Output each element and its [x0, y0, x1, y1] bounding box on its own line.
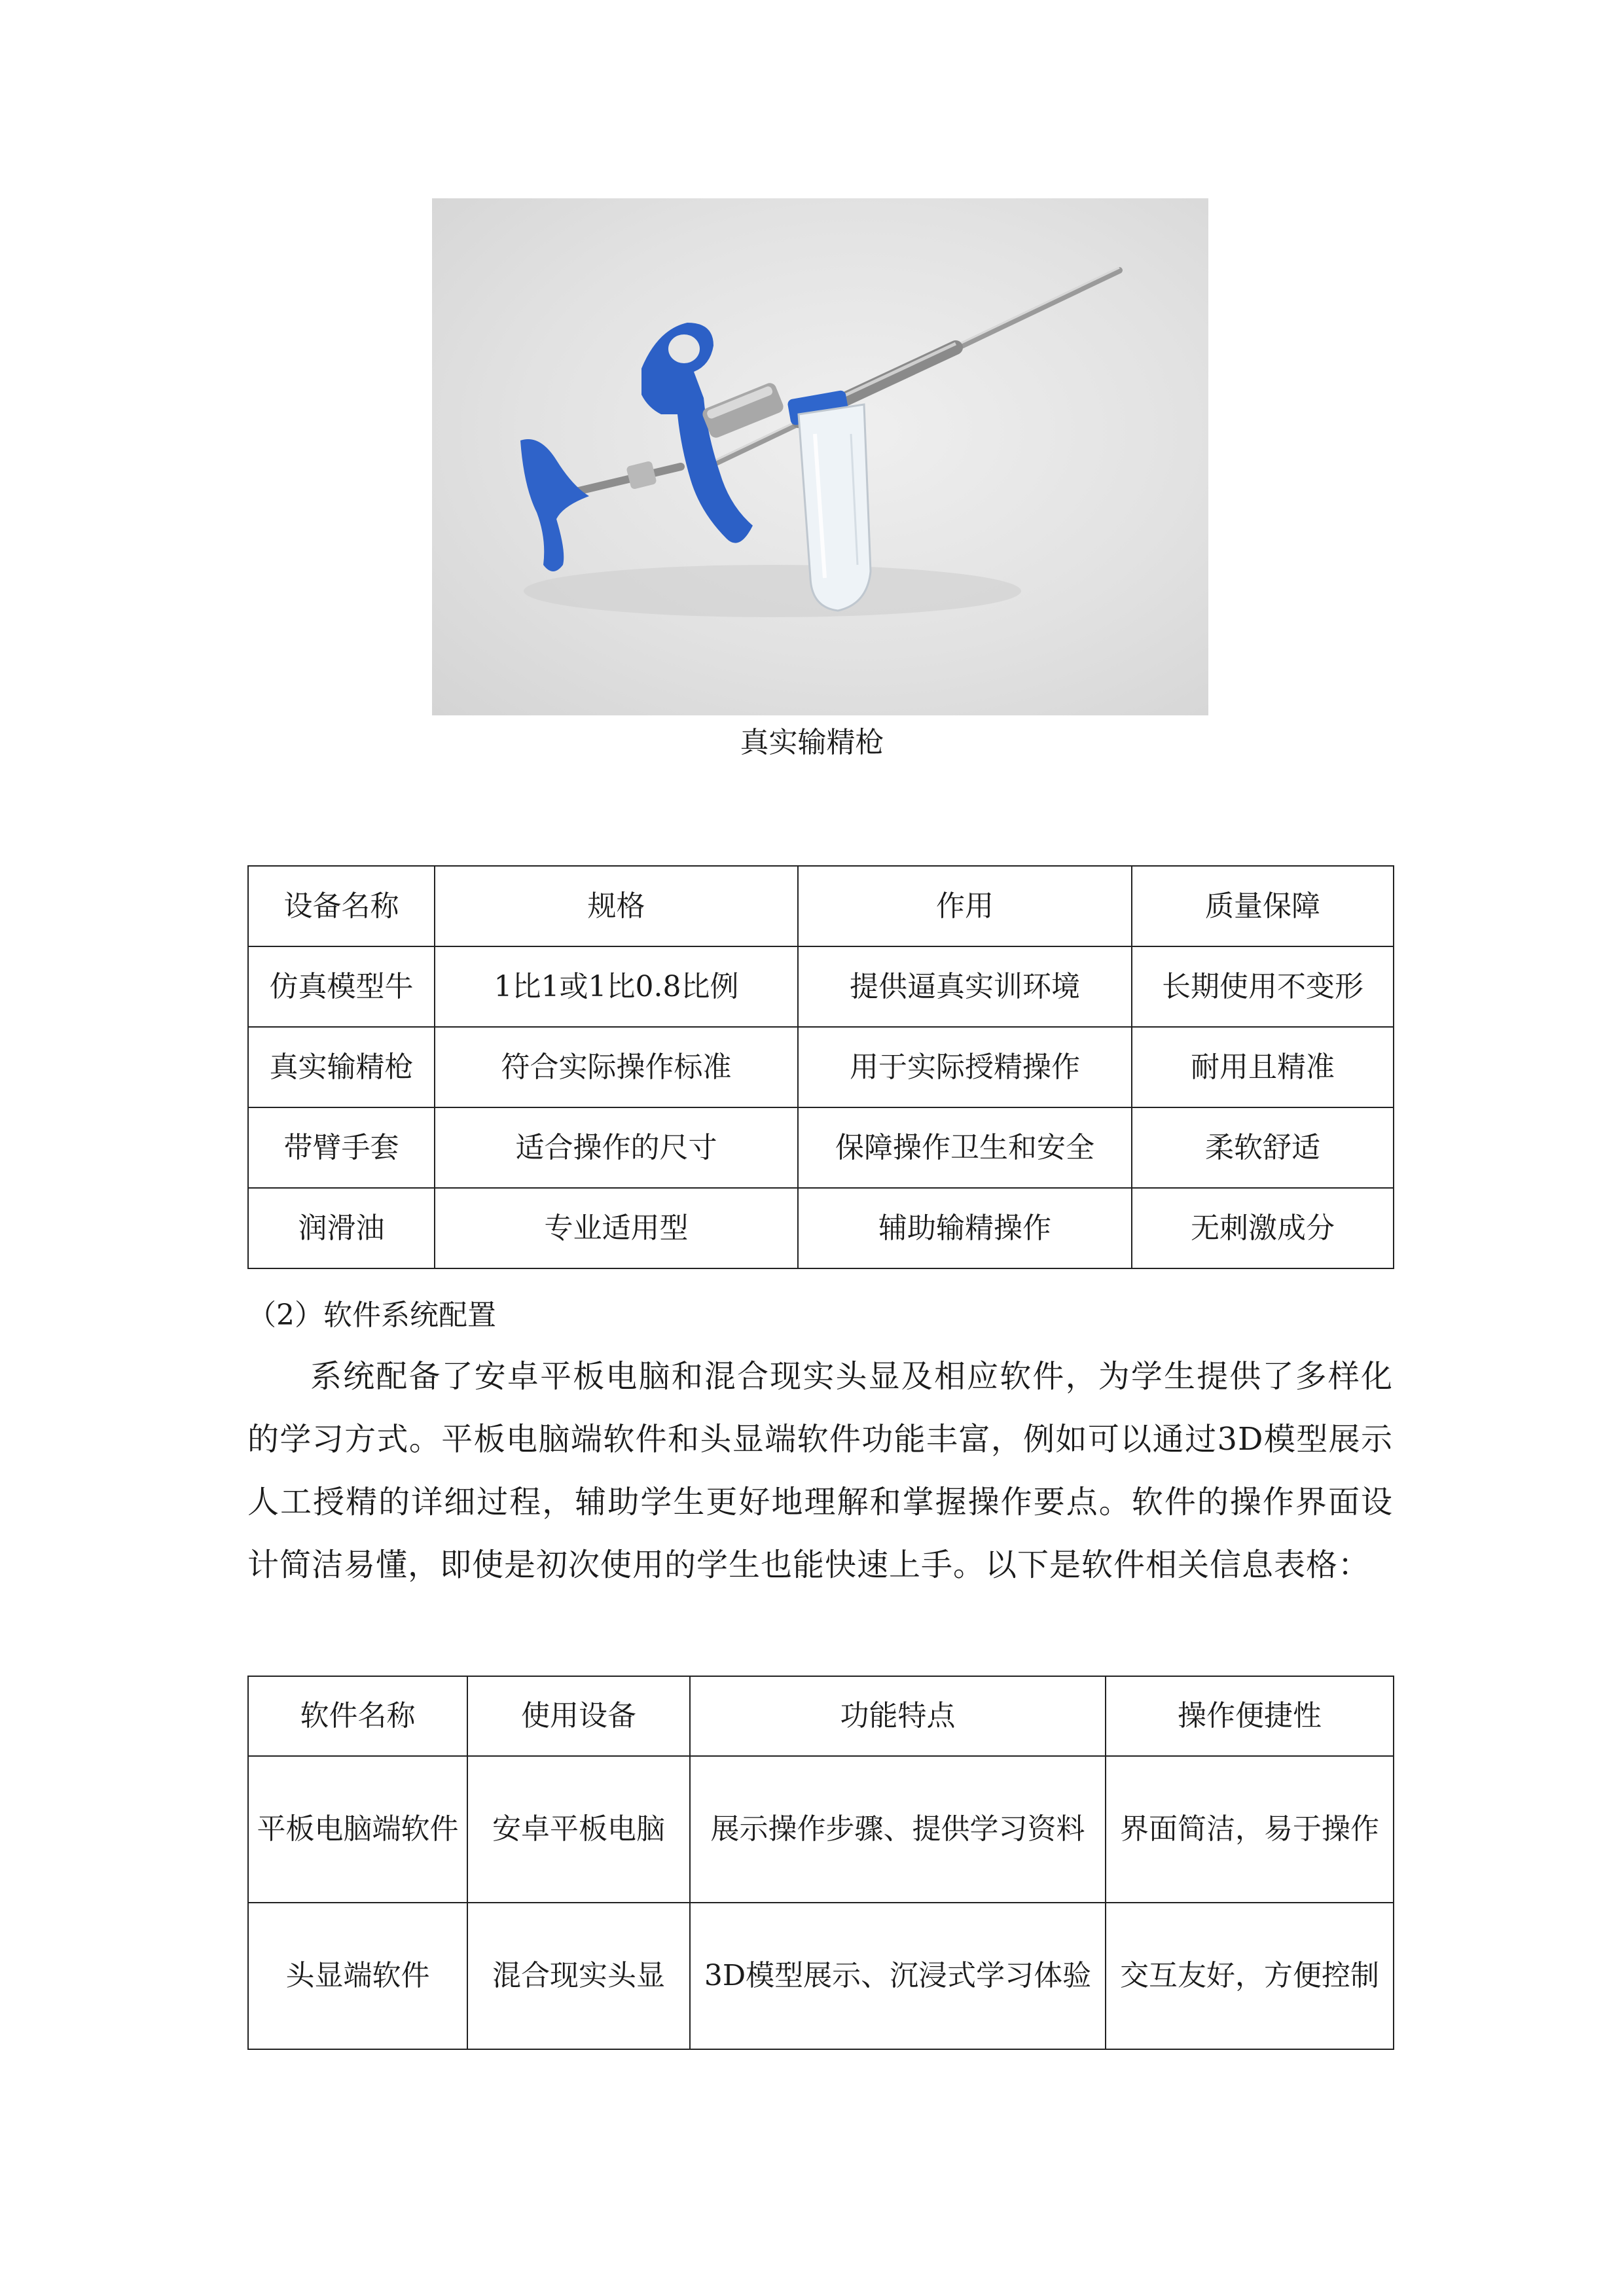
header-cell: 操作便捷性 [1106, 1676, 1394, 1756]
header-cell: 软件名称 [248, 1676, 467, 1756]
table-row [248, 1903, 1394, 2049]
table-cell: 适合操作的尺寸 [435, 1107, 798, 1188]
table-cell: 辅助输精操作 [798, 1188, 1132, 1268]
table-cell: 真实输精枪 [248, 1027, 435, 1107]
table-cell: 带臂手套 [248, 1107, 435, 1188]
table-cell: 润滑油 [248, 1188, 435, 1268]
table-row [248, 1107, 1394, 1188]
table-cell: 长期使用不变形 [1132, 946, 1394, 1027]
table-cell: 展示操作步骤、提供学习资料 [690, 1756, 1106, 1903]
table-cell: 1比1或1比0.8比例 [435, 946, 798, 1027]
section-heading: （2）软件系统配置 [247, 1299, 496, 1332]
table-cell: 用于实际授精操作 [798, 1027, 1132, 1107]
table-cell: 提供逼真实训环境 [798, 946, 1132, 1027]
header-cell: 设备名称 [248, 866, 435, 946]
table-cell: 交互友好，方便控制 [1106, 1903, 1394, 2049]
table-header-row [248, 866, 1394, 946]
table-cell: 柔软舒适 [1132, 1107, 1394, 1188]
table-cell: 仿真模型牛 [248, 946, 435, 1027]
figure-caption: 真实输精枪 [740, 726, 884, 759]
table-row [248, 1027, 1394, 1107]
table-cell: 安卓平板电脑 [467, 1756, 690, 1903]
header-cell: 规格 [435, 866, 798, 946]
table-cell: 专业适用型 [435, 1188, 798, 1268]
table-row [248, 946, 1394, 1027]
table-cell: 3D模型展示、沉浸式学习体验 [690, 1903, 1106, 2049]
table-cell: 混合现实头显 [467, 1903, 690, 2049]
equipment-table [247, 865, 1394, 1269]
product-photo [432, 198, 1208, 715]
table-cell: 保障操作卫生和安全 [798, 1107, 1132, 1188]
table-cell: 无刺激成分 [1132, 1188, 1394, 1268]
insemination-gun-illustration [432, 198, 1208, 715]
header-cell: 使用设备 [467, 1676, 690, 1756]
table-cell: 头显端软件 [248, 1903, 467, 2049]
software-table [247, 1676, 1394, 2050]
header-cell: 作用 [798, 866, 1132, 946]
header-cell: 功能特点 [690, 1676, 1106, 1756]
table-cell: 耐用且精准 [1132, 1027, 1394, 1107]
table-cell: 界面简洁，易于操作 [1106, 1756, 1394, 1903]
table-header-row [248, 1676, 1394, 1756]
body-paragraph: 系统配备了安卓平板电脑和混合现实头显及相应软件，为学生提供了多样化的学习方式。平板电脑端软件和头显端软件功能丰富，例如可以通过3D模型展示人工授精的详细过程，辅助学生更好地理解和掌握操作要点。软件的操作界面设计简洁易懂，即使是初次使用的学生也能快速上手。以下是软件相关信息表格： [247, 1358, 1393, 1583]
table-cell: 平板电脑端软件 [248, 1756, 467, 1903]
table-row [248, 1756, 1394, 1903]
header-cell: 质量保障 [1132, 866, 1394, 946]
table-row [248, 1188, 1394, 1268]
table-cell: 符合实际操作标准 [435, 1027, 798, 1107]
